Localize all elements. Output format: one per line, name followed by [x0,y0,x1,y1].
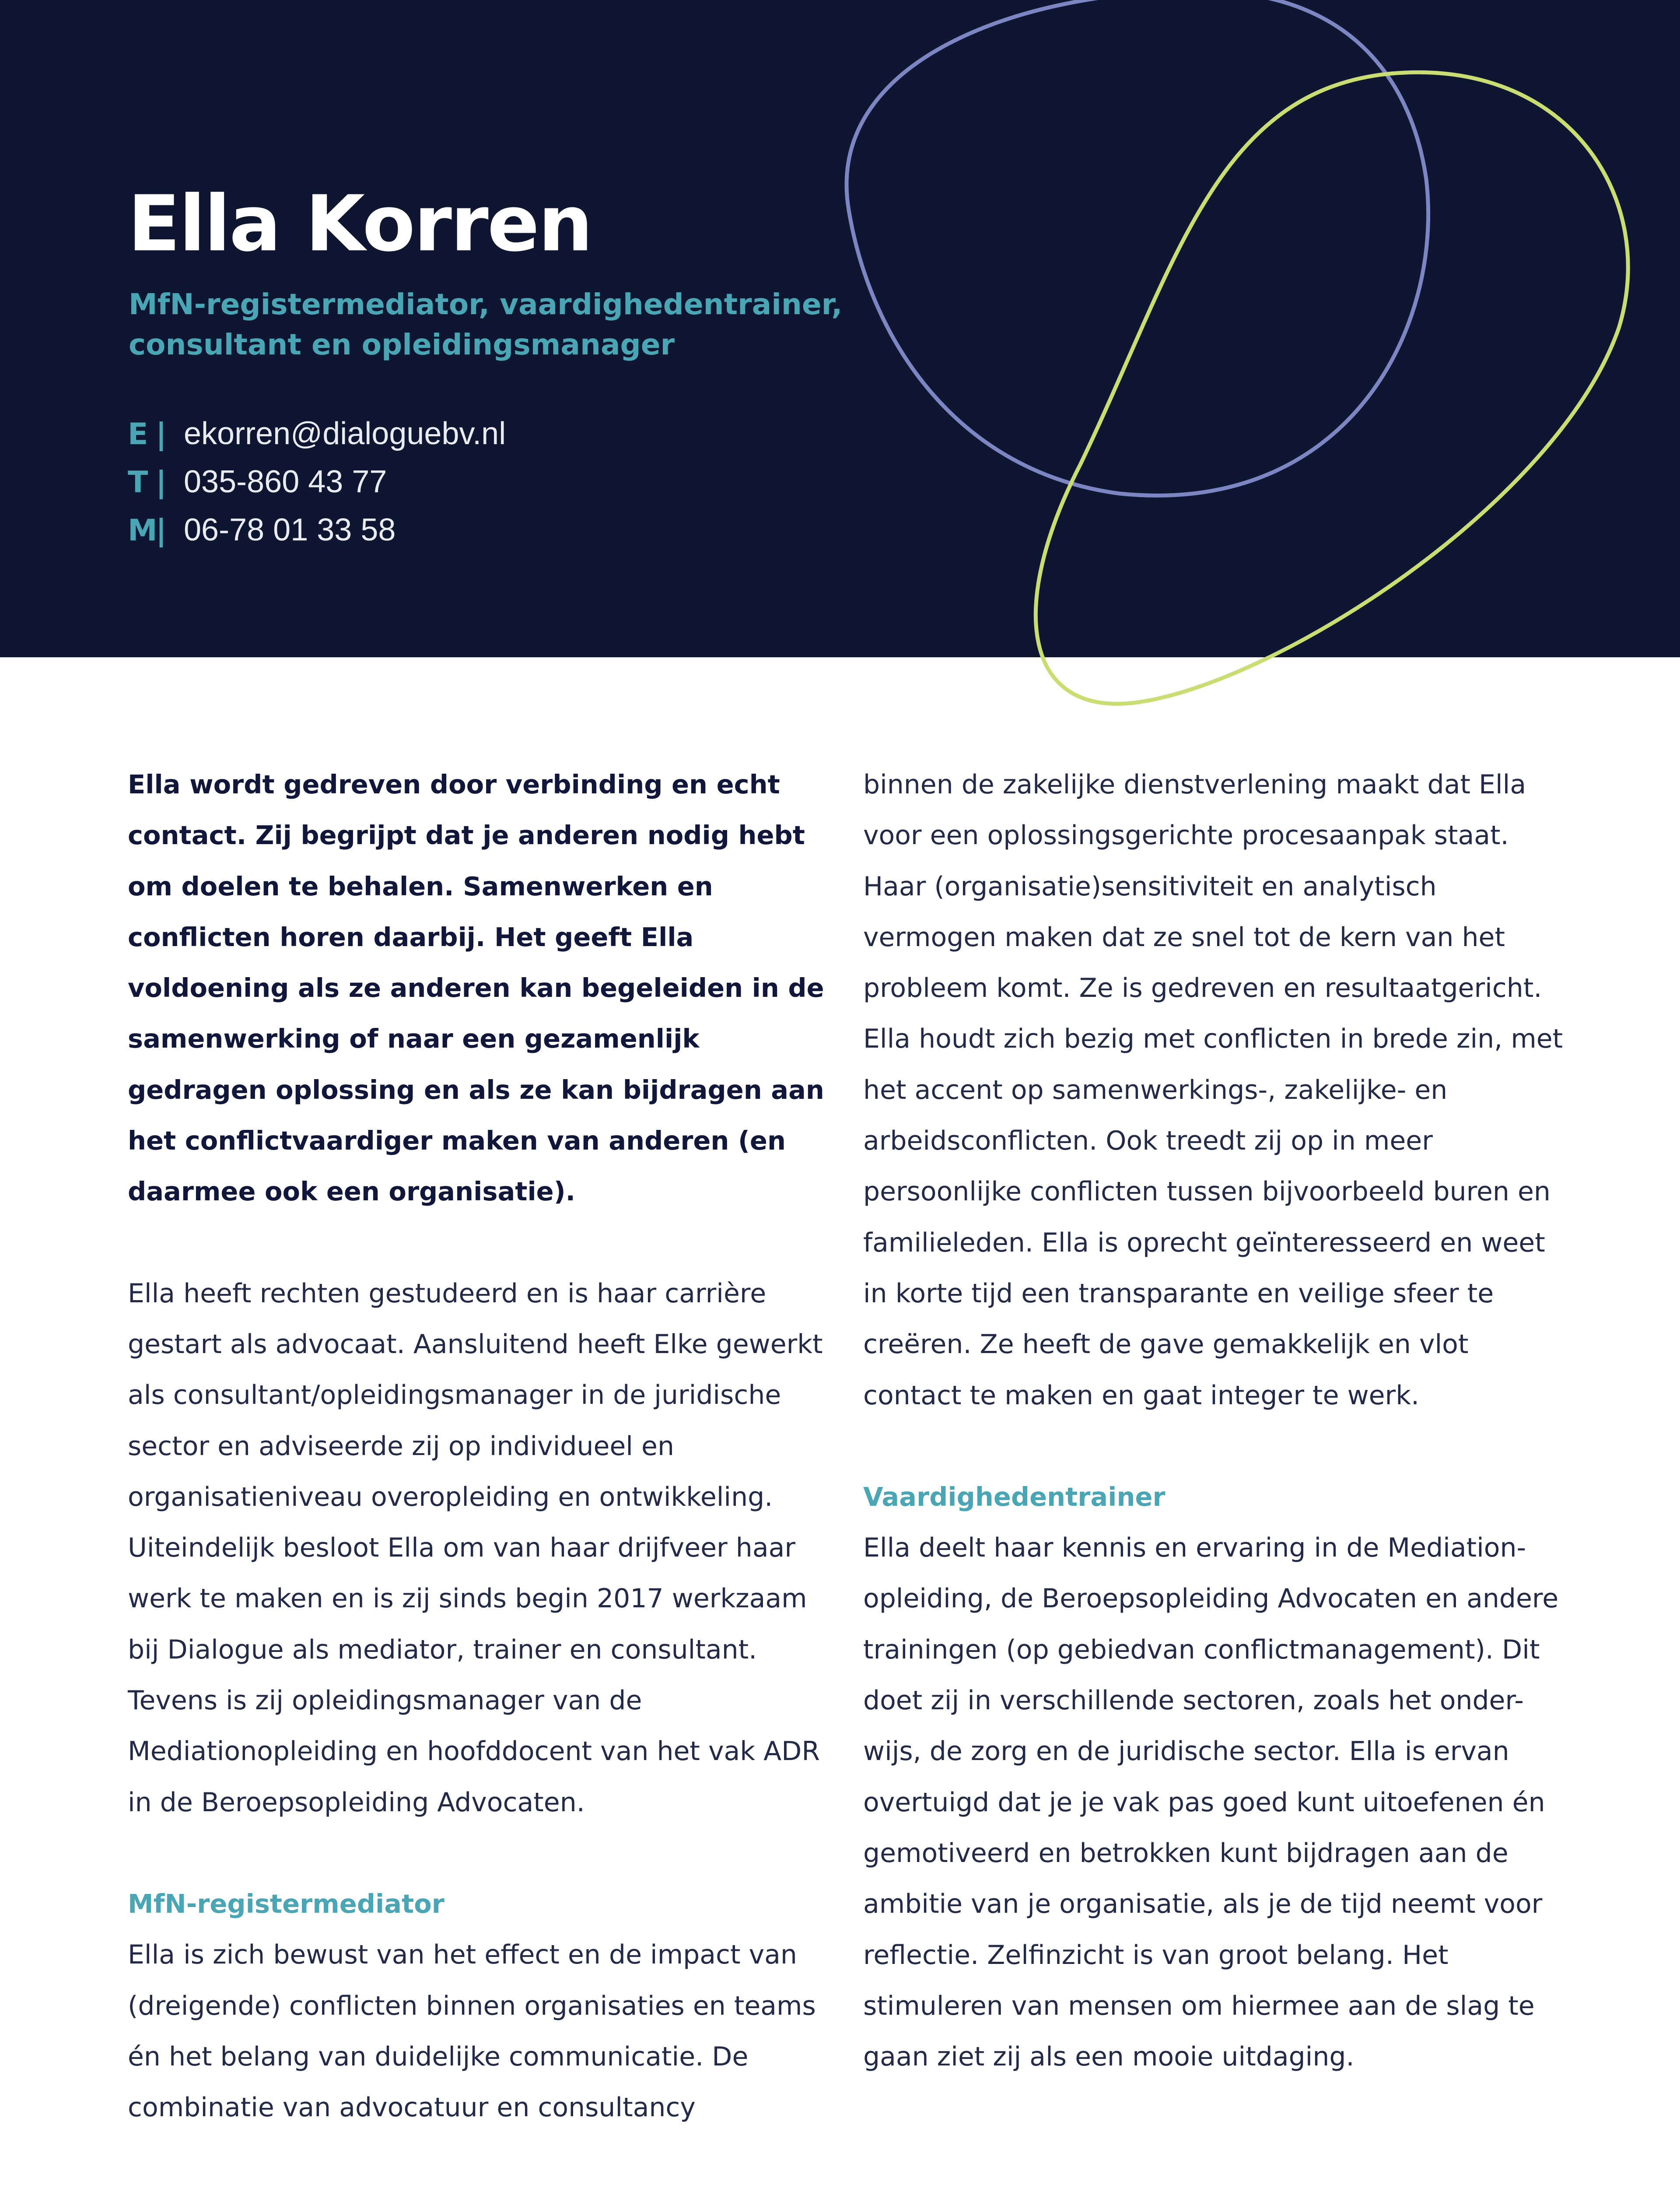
contact-separator: | [156,417,167,452]
trainer-paragraph: Ella deelt haar kennis en ervaring in de Mediation-opleiding, de Beroepsopleiding Advocaten en andere trainingen (op gebiedvan conflictmanagement). Dit doet zij in verschillende sectoren, zoals het onder-wijs, de zorg en de juridische sector. Ella is ervan overtuigd dat je je vak pas goed kunt uitoefenen én gemotiveerd en betrokken kunt bijdragen aan de ambitie van je organisatie, als je de tijd neemt voor reflectie. Zelfinzicht is van groot belang. Het stimuleren van mensen om hiermee aan de slag te gaan ziet zij als een mooie uitdaging. [863,1532,1559,2072]
mediator-paragraph-continued: binnen de zakelijke dienstverlening maakt dat Ella voor een oplossingsgerichte procesaanpak staat. Haar (organisatie)sensitiviteit en analytisch vermogen maken dat ze snel tot de kern van het probleem komt. Ze is gedreven en resultaatgericht. Ella houdt zich bezig met conflicten in brede zin, met het accent op samenwerkings-, zakelijke- en arbeidsconflicten. Ook treedt zij op in meer persoonlijke conflicten tussen bijvoorbeeld buren en familieleden. Ella is oprecht geïnteresseerd en weet in korte tijd een transparante en veilige sfeer te creëren. Ze heeft de gave gemakkelijk en vlot contact te maken en gaat integer te werk. [863,769,1563,1411]
right-column [863,759,1572,2082]
contact-email [128,416,506,464]
contact-separator: | [156,465,167,500]
paragraph-gap [863,1421,1572,1472]
header-banner [0,0,1680,657]
left-column [128,759,845,2133]
person-name: Ella Korren [128,179,592,269]
contact-email-label: E [128,417,148,452]
paragraph-gap [128,1828,845,1879]
contact-phone [128,464,506,512]
mediator-paragraph: Ella is zich bewust van het effect en de impact van (dreigende) conflicten binnen organisaties en teams én het belang van duidelijke communicatie. De combinatie van advocatuur en consultancy [128,1939,816,2123]
contact-separator: | [156,513,167,548]
person-role: MfN-registermediator, vaardighedentrainer, consultant en opleidingsmanager [129,288,843,361]
contact-mobile-label: M [128,513,158,548]
email-address[interactable]: ekorren@dialoguebv.nl [184,416,506,451]
paragraph-gap [128,1217,845,1268]
mobile-number[interactable]: 06-78 01 33 58 [184,512,396,547]
bio-paragraph: Ella heeft rechten gestudeerd en is haar carrière gestart als advocaat. Aansluitend heeft Elke gewerkt als consultant/opleidingsmanager in de juridische sector en adviseerde zij op individueel en organisatieniveau overopleiding en ontwikkeling. Uiteindelijk besloot Ella om van haar drijfveer haar werk te maken en is zij sinds begin 2017 werkzaam bij Dialogue als mediator, trainer en consultant. Tevens is zij opleidingsmanager van de Mediationopleiding en hoofddocent van het vak ADR in de Beroepsopleiding Advocaten. [128,1278,823,1818]
contact-list [128,416,506,560]
phone-number[interactable]: 035-860 43 77 [184,464,387,499]
mediator-heading: MfN-registermediator [128,1888,444,1919]
contact-phone-label: T [128,465,148,500]
intro-paragraph: Ella wordt gedreven door verbinding en echt contact. Zij begrijpt dat je anderen nodig hebt om doelen te behalen. Samenwerken en conflicten horen daarbij. Het geeft Ella voldoening als ze anderen kan begeleiden in de samenwerking of naar een gezamenlijk gedragen oplossing en als ze kan bijdragen aan het conflictvaardiger maken van anderen (en daarmee ook een organisatie). [128,769,824,1207]
trainer-heading: Vaardighedentrainer [863,1481,1166,1512]
contact-mobile [128,512,506,560]
